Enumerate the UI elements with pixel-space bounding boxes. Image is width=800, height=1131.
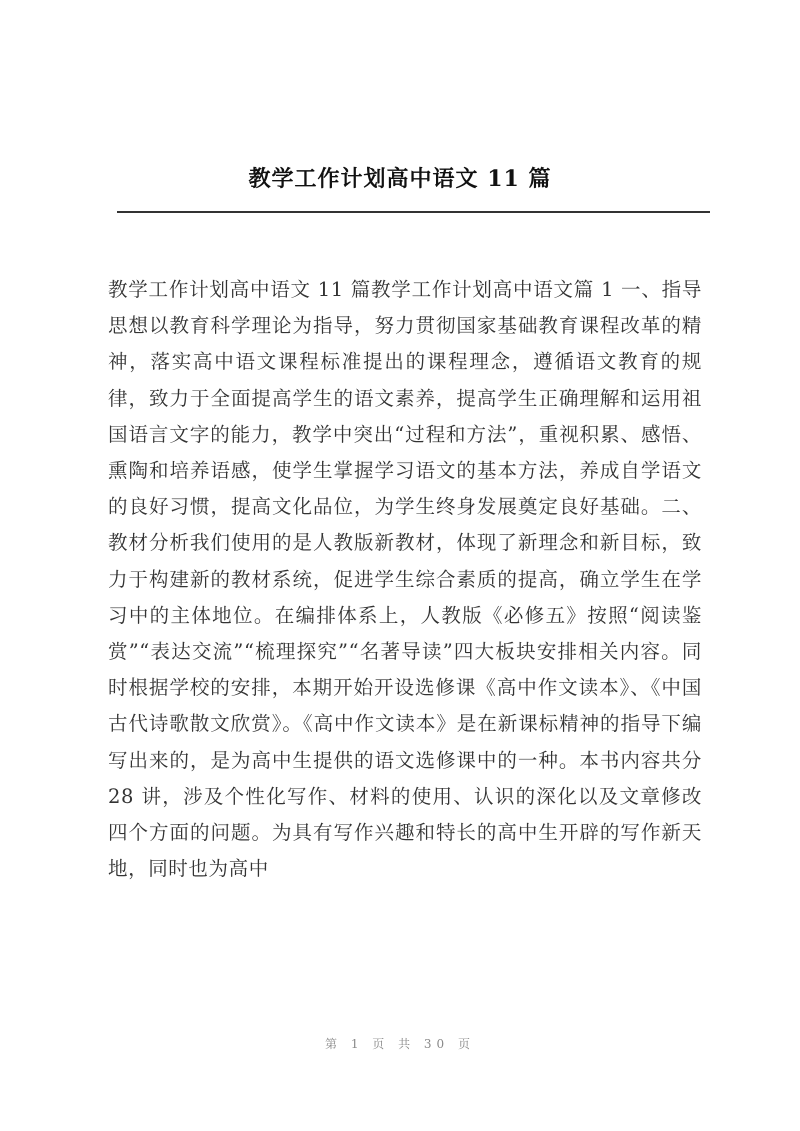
document-body: 教学工作计划高中语文 11 篇教学工作计划高中语文篇 1 一、指导思想以教育科学理论为指导，努力贯彻国家基础教育课程改革的精神，落实高中语文课程标准提出的课程理念，遵循语文教育的规律，致力于全面提高学生的语文素养，提高学生正确理解和运用祖国语言文字的能力，教学中突出“过程和方法”，重视积累、感悟、熏陶和培养语感，使学生掌握学习语文的基本方法，养成自学语文的良好习惯，提高文化品位，为学生终身发展奠定良好基础。二、教材分析我们使用的是人教版新教材，体现了新理念和新目标，致力于构建新的教材系统，促进学生综合素质的提高，确立学生在学习中的主体地位。在编排体系上，人教版《必修五》按照“阅读鉴赏”“表达交流”“梳理探究”“名著导读”四大板块安排相关内容。同时根据学校的安排，本期开始开设选修课《高中作文读本》、《中国古代诗歌散文欣赏》。《高中作文读本》是在新课标精神的指导下编写出来的，是为高中生提供的语文选修课中的一种。本书内容共分 28 讲，涉及个性化写作、材料的使用、认识的深化以及文章修改四个方面的问题。为具有写作兴趣和特长的高中生开辟的写作新天地，同时也为高中 — [108, 278, 702, 881]
page-footer: 第 1 页 共 30 页 — [325, 1037, 475, 1051]
document-title: 教学工作计划高中语文 11 篇 — [248, 166, 552, 192]
title-divider — [117, 211, 710, 213]
